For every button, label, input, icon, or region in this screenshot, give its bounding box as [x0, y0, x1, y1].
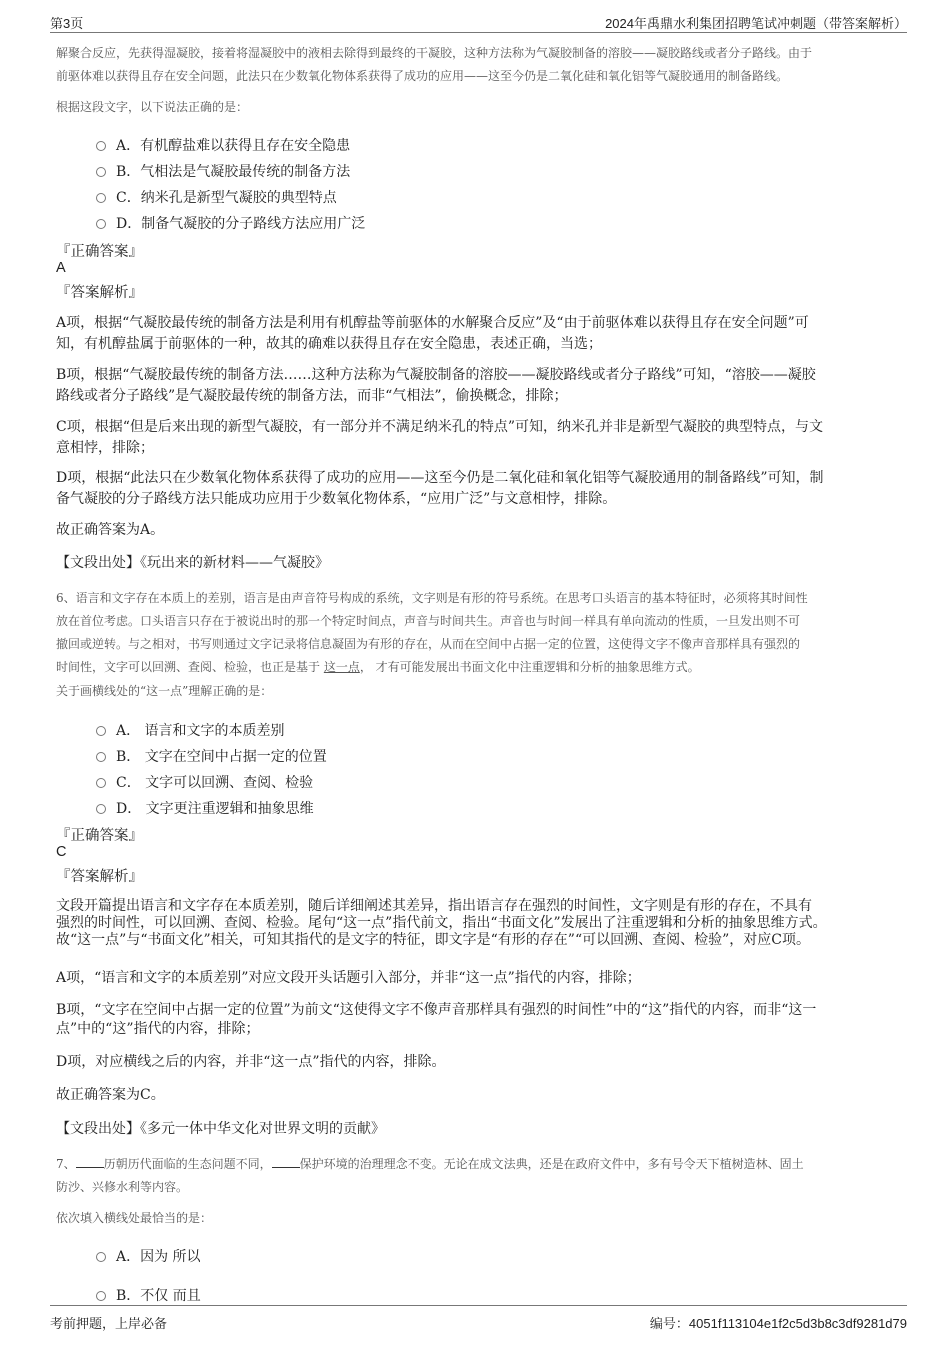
q6-option-a[interactable]: A． 语言和文字的本质差别: [96, 720, 285, 740]
q6-source: 【文段出处】《多元一体中华文化对世界文明的贡献》: [56, 1121, 385, 1137]
q5-option-d[interactable]: D．制备气凝胶的分子路线方法应用广泛: [96, 213, 365, 233]
radio-icon[interactable]: [96, 1252, 106, 1262]
q5-analysis-d: D项，根据“此法只在少数氧化物体系获得了成功的应用——这至今仍是二氧化硅和氧化铝等气凝胶通用的制备路线”可知，制 备气凝胶的分子路线方法只能成功应用于少数氧化物体系，“应用广泛”与文意相悖，排除。: [56, 470, 824, 507]
q6-option-b[interactable]: B． 文字在空间中占据一定的位置: [96, 746, 327, 766]
q6-analysis-b: B项，“文字在空间中占据一定的位置”为前文“这使得文字不像声音那样具有强烈的时间性”中的“这”指代的内容，而非“这一 点”中的“这”指代的内容，排除；: [56, 1002, 817, 1037]
q5-analysis-c: C项，根据“但是后来出现的新型气凝胶，有一部分并不满足纳米孔的特点”可知，纳米孔并非是新型气凝胶的典型特点，与文 意相悖，排除；: [56, 419, 824, 456]
q6-conclusion: 故正确答案为C。: [56, 1087, 165, 1103]
q6-analysis-label: 『答案解析』: [56, 869, 143, 885]
q6-passage: 6、语言和文字存在本质上的差别，语言是由声音符号构成的系统，文字则是有形的符号系统。在思考口头语言的基本特征时，必须将其时间性 放在首位考虑。口头语言只存在于被说出时的那一个特定时间点，声音与时间共生。声音也与时间一样具有单向流动的性质，一旦发出则不可 撤回或逆转。与之相对，书写则通过文字记录将信息凝固为有形的存在，从而在空间中占据一定的位置，这使得文字不像声音那样具有强烈的 时间性，文字可以回溯、查阅、检验，也正是基于 这一点， 才有可能发展出书面文化中注重逻辑和分析的抽象思维方式。: [56, 591, 808, 674]
radio-icon[interactable]: [96, 141, 106, 151]
q5-source: 【文段出处】《玩出来的新材料——气凝胶》: [56, 555, 329, 571]
q6-analysis-a: A项，“语言和文字的本质差别”对应文段开头话题引入部分，并非“这一点”指代的内容，排除；: [56, 970, 641, 986]
q5-answer-label: 『正确答案』: [56, 244, 143, 260]
q5-analysis-b: B项，根据“气凝胶最传统的制备方法……这种方法称为气凝胶制备的溶胶——凝胶路线或者分子路线”可知，“溶胶——凝胶 路线或者分子路线”是气凝胶最传统的制备方法，而非“气相法”，偷换概念，排除；: [56, 367, 816, 404]
underlined-phrase: 这一点: [323, 660, 360, 674]
q5-option-c[interactable]: C．纳米孔是新型气凝胶的典型特点: [96, 187, 337, 207]
radio-icon[interactable]: [96, 752, 106, 762]
radio-icon[interactable]: [96, 778, 106, 788]
q5-passage-end: 解聚合反应，先获得湿凝胶，接着将湿凝胶中的液相去除得到最终的干凝胶，这种方法称为气凝胶制备的溶胶——凝胶路线或者分子路线。由于 前驱体难以获得且存在安全问题，此法只在少数氧化物体系获得了成功的应用——这至今仍是二氧化硅和氧化铝等气凝胶通用的制备路线。: [56, 46, 813, 83]
q5-answer: A: [56, 260, 66, 276]
q6-analysis-intro: 文段开篇提出语言和文字存在本质差别，随后详细阐述其差异，指出语言存在强烈的时间性，文字则是有形的存在，不具有 强烈的时间性，可以回溯、查阅、检验。尾句“这一点”指代前文，指出“书面文化”发展出了注重逻辑和分析的抽象思维方式。 故“这一点”与“书面文化”相关，可知其指代的是文字的特征，即文字是“有形的存在”“可以回溯、查阅、检验”，对应C项。: [56, 898, 827, 948]
q5-analysis-a: A项，根据“气凝胶最传统的制备方法是利用有机醇盐等前驱体的水解聚合反应”及“由于前驱体难以获得且存在安全问题”可 知，有机醇盐属于前驱体的一种，故其的确难以获得且存在安全隐患，表述正确，当选；: [56, 315, 809, 352]
q7-option-b[interactable]: B．不仅 而且: [96, 1285, 201, 1305]
blank-line-2: [272, 1155, 300, 1168]
q6-option-d[interactable]: D． 文字更注重逻辑和抽象思维: [96, 798, 314, 818]
q6-analysis-d: D项，对应横线之后的内容，并非“这一点”指代的内容，排除。: [56, 1054, 446, 1070]
q5-option-a[interactable]: A．有机醇盐难以获得且存在安全隐患: [96, 135, 350, 155]
q6-prompt: 关于画横线处的“这一点”理解正确的是：: [56, 684, 273, 698]
radio-icon[interactable]: [96, 1291, 106, 1301]
blank-line-1: [76, 1155, 104, 1168]
q5-conclusion: 故正确答案为A。: [56, 522, 165, 538]
page-footer: [50, 1305, 907, 1336]
document-code: 编号：4051f113104e1f2c5d3b8c3df9281d79: [649, 1316, 907, 1331]
q5-analysis-label: 『答案解析』: [56, 285, 143, 301]
radio-icon[interactable]: [96, 726, 106, 736]
q6-option-c[interactable]: C． 文字可以回溯、查阅、检验: [96, 772, 313, 792]
radio-icon[interactable]: [96, 804, 106, 814]
radio-icon[interactable]: [96, 219, 106, 229]
document-title: 2024年禹鼎水利集团招聘笔试冲刺题（带答案解析）: [605, 16, 907, 31]
page-header: [50, 10, 907, 33]
footer-slogan: 考前押题，上岸必备: [50, 1317, 168, 1332]
q6-answer: C: [56, 844, 67, 860]
q5-option-b[interactable]: B．气相法是气凝胶最传统的制备方法: [96, 161, 350, 181]
radio-icon[interactable]: [96, 193, 106, 203]
radio-icon[interactable]: [96, 167, 106, 177]
q5-prompt: 根据这段文字，以下说法正确的是：: [56, 100, 249, 114]
q7-passage: 7、 历朝历代面临的生态问题不同， 保护环境的治理理念不变。无论在成文法典，还是在政府文件中，多有号令天下植树造林、固土 防沙、兴修水利等内容。: [56, 1157, 804, 1194]
q6-answer-label: 『正确答案』: [56, 828, 143, 844]
page-number: 第3页: [50, 16, 84, 31]
q7-prompt: 依次填入横线处最恰当的是：: [56, 1211, 213, 1225]
q7-option-a[interactable]: A．因为 所以: [96, 1246, 201, 1266]
